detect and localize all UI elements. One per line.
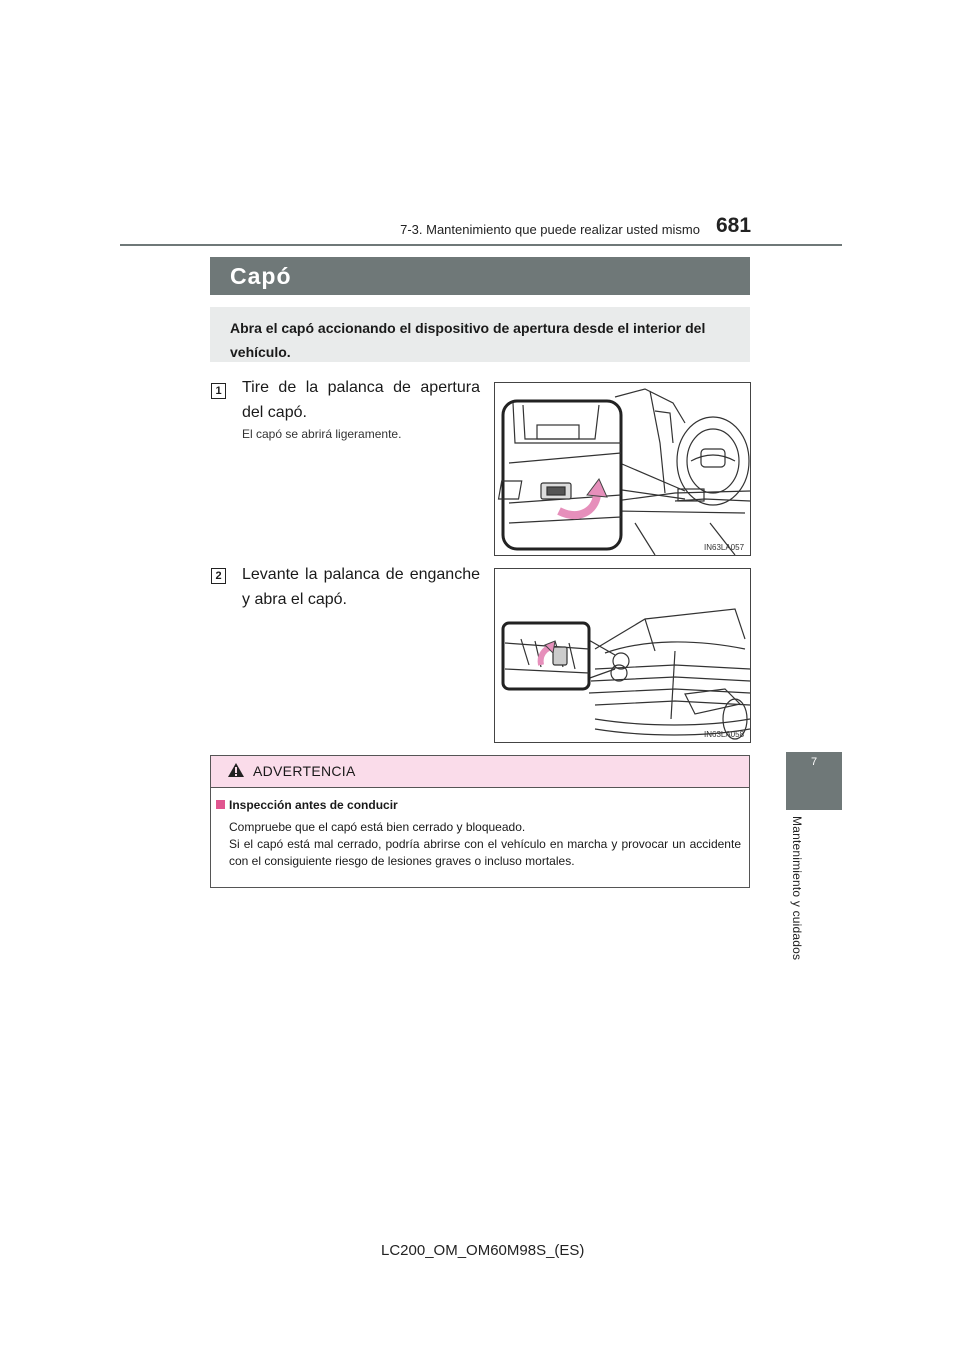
figure-code-2: IN63LA058: [704, 730, 745, 739]
hood-release-illustration: [495, 383, 750, 555]
warning-line-1: Compruebe que el capó está bien cerrado y bloqueado.: [229, 820, 526, 834]
warning-triangle-icon: [227, 762, 245, 778]
chapter-tab: [786, 752, 842, 810]
document-footer-code: LC200_OM_OM60M98S_(ES): [381, 1242, 585, 1259]
step-text-1: Tire de la palanca de apertura del capó.: [242, 379, 480, 421]
chapter-label: Mantenimiento y cuidados: [790, 816, 804, 961]
warning-line-2: Si el capó está mal cerrado, podría abrirse con el vehículo en marcha y provocar un accidente con el consiguiente riesgo de lesiones graves o incluso mortales.: [229, 837, 741, 868]
figure-hood-latch: [494, 568, 751, 743]
step-number-1: 1: [211, 383, 226, 399]
warning-title: ADVERTENCIA: [253, 763, 356, 779]
warning-subheading: [216, 798, 398, 812]
intro-text: Abra el capó accionando el dispositivo de apertura desde el interior del vehículo.: [230, 320, 706, 360]
header-divider: [120, 244, 842, 246]
hood-latch-illustration: [495, 569, 750, 742]
step-note-1: El capó se abrirá ligeramente.: [242, 427, 402, 441]
page-number: 681: [716, 214, 752, 237]
step-text-2: Levante la palanca de enganche y abra el capó.: [242, 566, 480, 608]
warning-body: [229, 819, 741, 870]
square-bullet-icon: [216, 800, 225, 809]
page-title: Capó: [230, 263, 292, 289]
section-header: 7-3. Mantenimiento que puede realizar usted mismo: [400, 222, 700, 237]
step-number-2: 2: [211, 568, 226, 584]
figure-hood-release-lever: [494, 382, 751, 556]
chapter-number: 7: [810, 756, 818, 768]
warning-subheading-text: Inspección antes de conducir: [229, 798, 398, 812]
figure-code-1: IN63LA057: [704, 543, 745, 552]
